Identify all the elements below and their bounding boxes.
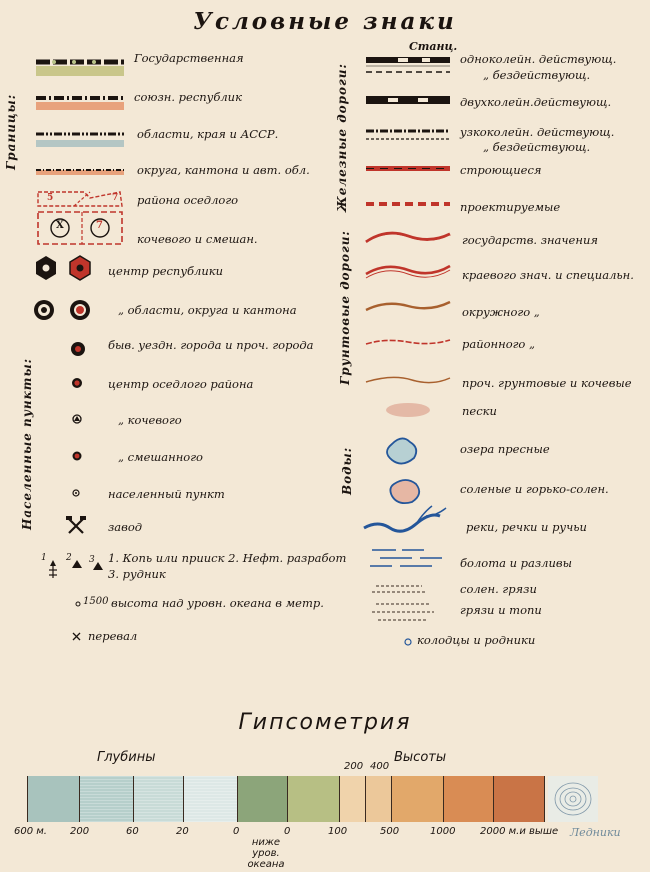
road-raion-label: районного „ xyxy=(462,337,535,351)
salt-mud-label: солен. грязи xyxy=(460,582,537,596)
scale-step-6 xyxy=(288,776,340,822)
section-borders-label: Границы: xyxy=(4,93,18,170)
district-mark-d: 7 xyxy=(96,220,103,231)
mine-number-2: 2 xyxy=(66,553,72,563)
tick-2000: 2000 м.и выше xyxy=(480,826,559,837)
tick-1000: 1000 xyxy=(430,826,456,837)
rail-double-active-label: двухколейн.действующ. xyxy=(460,95,612,109)
section-roads-label: Грунтовые дороги: xyxy=(338,230,352,385)
tick-0-b: 0 xyxy=(284,826,291,837)
elevation-point-icon xyxy=(74,600,82,608)
border-okrug-label: округа, кантона и авт. обл. xyxy=(137,163,310,177)
top-tick-400: 400 xyxy=(370,761,390,772)
settlement-point-label: населенный пункт xyxy=(108,487,225,501)
district-mark-b: 7 xyxy=(112,193,119,203)
lakes-salt-label: соленые и горько-солен. xyxy=(460,482,609,496)
district-mark-c: X xyxy=(56,220,64,231)
tick-20: 20 xyxy=(176,826,189,837)
glacier-swatch xyxy=(548,776,598,822)
settlement-raion-center-label: центр оседлого района xyxy=(108,377,254,391)
border-oblast-label: области, края и АССР. xyxy=(137,127,279,141)
scale-step-7 xyxy=(340,776,366,822)
scale-step-9 xyxy=(392,776,444,822)
scale-step-1 xyxy=(28,776,80,822)
station-label: Станц. xyxy=(409,40,458,53)
lakes-fresh-label: озера пресные xyxy=(460,442,550,456)
mud-bog-label: грязи и топи xyxy=(460,603,542,617)
glaciers-label: Ледники xyxy=(570,826,621,839)
state-border-tint xyxy=(36,66,124,76)
rivers-label: реки, речки и ручьи xyxy=(466,520,587,534)
border-state-label: Государственная xyxy=(134,51,244,65)
section-waters-label: Воды: xyxy=(340,446,354,495)
scale-step-5 xyxy=(238,776,288,822)
rail-narrow-active-label: узкоколейн. действующ. xyxy=(460,125,615,139)
section-railways-label: Железные дороги: xyxy=(335,63,349,212)
settlement-nomadic-center-label: „ кочевого xyxy=(118,413,182,427)
wells-label: колодцы и родники xyxy=(417,633,536,647)
tick-200-depth: 200 xyxy=(70,826,90,837)
heights-label: Высоты xyxy=(394,750,447,765)
rail-projected-label: проектируемые xyxy=(460,200,561,214)
mines-label-line1: 1. Копь или прииск 2. Нефт. разработ xyxy=(108,551,347,565)
scale-step-2 xyxy=(80,776,134,822)
settlement-mixed-center-label: „ смешанного xyxy=(118,450,203,464)
tick-0-a: 0 xyxy=(233,826,240,837)
scale-step-8 xyxy=(366,776,392,822)
mine-number-1: 1 xyxy=(41,553,47,563)
legend-title: Условные знаки xyxy=(193,8,457,35)
scale-step-10 xyxy=(444,776,494,822)
scale-step-4 xyxy=(184,776,238,822)
road-state-label: государств. значения xyxy=(462,233,598,247)
rail-construction-label: строющиеся xyxy=(460,163,542,177)
scale-step-11 xyxy=(494,776,545,822)
border-symbols xyxy=(34,52,126,252)
republic-border-tint xyxy=(36,102,124,110)
tick-60: 60 xyxy=(126,826,139,837)
depths-label: Глубины xyxy=(97,750,156,765)
border-nomadic-label: кочевого и смешан. xyxy=(137,232,258,246)
swamps-label: болота и разливы xyxy=(460,556,572,570)
settlement-oblast-center-label: „ области, округа и кантона xyxy=(118,303,297,317)
pass-label: перевал xyxy=(88,629,138,643)
hypsometry-title: Гипсометрия xyxy=(238,710,412,735)
road-other-label: проч. грунтовые и кочевые xyxy=(462,376,632,390)
water-symbols xyxy=(362,432,454,654)
sands-label: пески xyxy=(462,404,497,418)
oblast-border-tint xyxy=(36,140,124,147)
section-settlements-label: Населенные пункты: xyxy=(20,357,34,530)
rail-single-inactive-label: „ бездействующ. xyxy=(483,68,591,82)
border-republic-label: союзн. республик xyxy=(134,90,242,104)
border-raion-label: района оседлого xyxy=(137,193,239,207)
below-sea-label: ниже уров. океана xyxy=(247,837,285,870)
mine-number-3: 3 xyxy=(89,555,95,565)
scale-step-3 xyxy=(134,776,184,822)
tick-100: 100 xyxy=(328,826,348,837)
road-okrug-label: окружного „ xyxy=(462,305,540,319)
rail-single-active-label: одноколейн. действующ. xyxy=(460,52,617,66)
elevation-value: 1500 xyxy=(83,596,109,607)
railway-symbols xyxy=(364,54,454,216)
tick-500: 500 xyxy=(380,826,400,837)
mines-label-line2: 3. рудник xyxy=(108,567,166,581)
pass-cross-icon xyxy=(72,632,82,642)
settlement-republic-center-label: центр республики xyxy=(108,264,224,278)
district-mark-a: 5 xyxy=(47,193,54,203)
settlement-symbols xyxy=(28,252,104,542)
settlement-town-label: быв. уездн. города и проч. города xyxy=(108,338,314,352)
top-tick-200: 200 xyxy=(344,761,364,772)
settlement-factory-label: завод xyxy=(108,520,143,534)
tick-600: 600 м. xyxy=(14,826,47,837)
mine-symbols xyxy=(44,556,106,582)
road-regional-label: краевого знач. и специальн. xyxy=(462,268,634,282)
rail-narrow-inactive-label: „ бездействующ. xyxy=(483,140,591,154)
road-symbols xyxy=(362,226,454,422)
elevation-label: высота над уровн. океана в метр. xyxy=(111,596,324,610)
